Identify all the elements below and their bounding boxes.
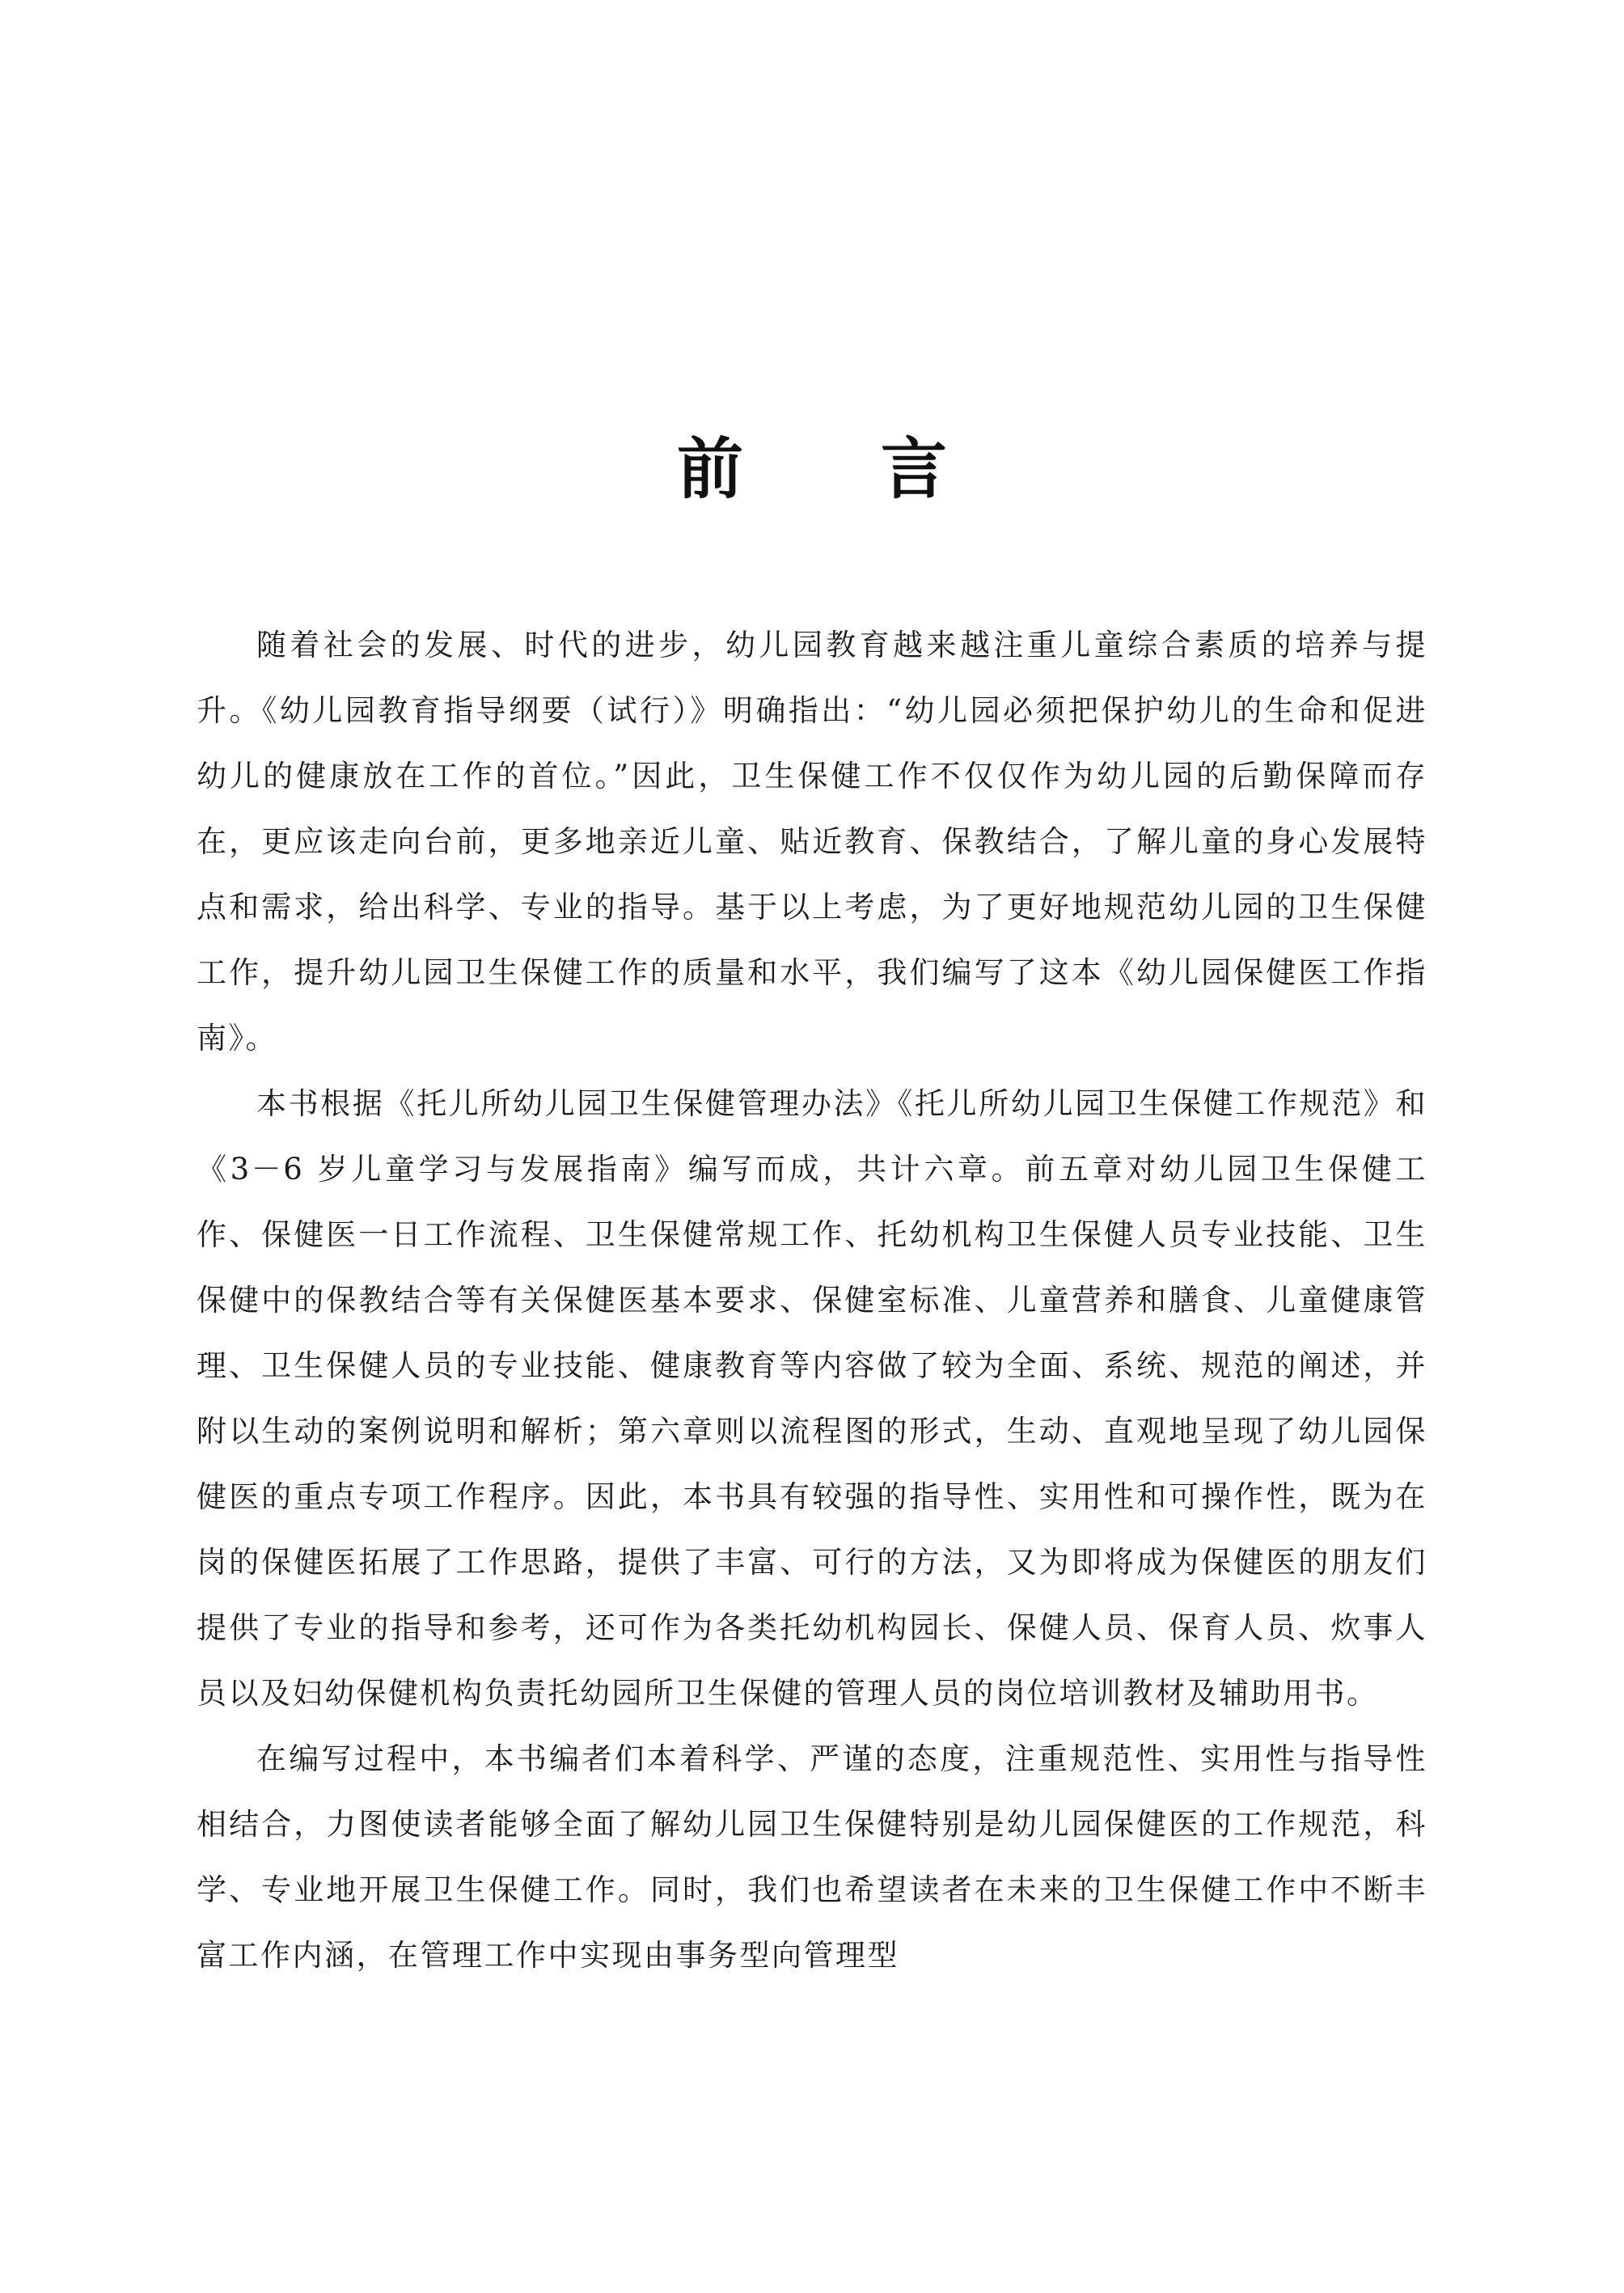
paragraph: 在编写过程中，本书编者们本着科学、严谨的态度，注重规范性、实用性与指导性相结合，力图使读者能够全面了解幼儿园卫生保健特别是幼儿园保健医的工作规范，科学、专业地开展卫生保健工作。同时，我们也希望读者在未来的卫生保健工作中不断丰富工作内涵，在管理工作中实现由事务型向管理型 (197, 1741, 1427, 1973)
page-title: 前言 (676, 429, 1085, 508)
paragraph: 随着社会的发展、时代的进步，幼儿园教育越来越注重儿童综合素质的培养与提升。《幼儿园教育指导纲要（试行）》明确指出：“幼儿园必须把保护幼儿的生命和促进幼儿的健康放在工作的首位。”因此，卫生保健工作不仅仅作为幼儿园的后勤保障而存在，更应该走向台前，更多地亲近儿童、贴近教育、保教结合，了解儿童的身心发展特点和需求，给出科学、专业的指导。基于以上考虑，为了更好地规范幼儿园的卫生保健工作，提升幼儿园卫生保健工作的质量和水平，我们编写了这本《幼儿园保健医工作指南》。 (197, 628, 1427, 1056)
preface-body (197, 612, 1427, 1988)
paragraph: 本书根据《托儿所幼儿园卫生保健管理办法》《托儿所幼儿园卫生保健工作规范》和《3－6 岁儿童学习与发展指南》编写而成，共计六章。前五章对幼儿园卫生保健工作、保健医一日工作流程、卫生保健常规工作、托幼机构卫生保健人员专业技能、卫生保健中的保教结合等有关保健医基本要求、保健室标准、儿童营养和膳食、儿童健康管理、卫生保健人员的专业技能、健康教育等内容做了较为全面、系统、规范的阐述，并附以生动的案例说明和解析；第六章则以流程图的形式，生动、直观地呈现了幼儿园保健医的重点专项工作程序。因此，本书具有较强的指导性、实用性和可操作性，既为在岗的保健医拓展了工作思路，提供了丰富、可行的方法，又为即将成为保健医的朋友们提供了专业的指导和参考，还可作为各类托幼机构园长、保健人员、保育人员、炊事人员以及妇幼保健机构负责托幼园所卫生保健的管理人员的岗位培训教材及辅助用书。 (197, 1086, 1427, 1711)
